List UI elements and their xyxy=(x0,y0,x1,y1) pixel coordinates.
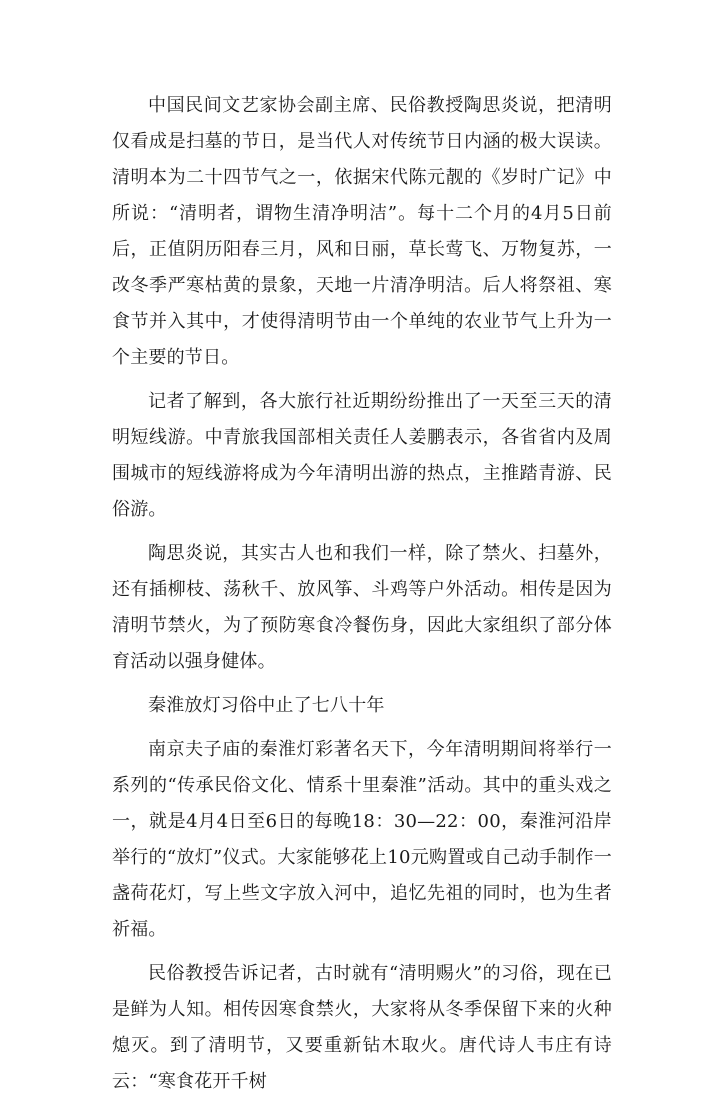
section-subheading: 秦淮放灯习俗中止了七八十年 xyxy=(148,695,385,716)
paragraph-fire-custom: 民俗教授告诉记者，古时就有“清明赐火”的习俗，现在已是鲜为人知。相传因寒食禁火，大家将从冬季保留下来的火种熄灭。到了清明节，又要重新钻木取火。唐代诗人韦庄有诗云：“寒食花开千树 xyxy=(112,963,612,1092)
paragraph-tomb-sweeping-misreading: 中国民间文艺家协会副主席、民俗教授陶思炎说，把清明仅看成是扫墓的节日，是当代人对传统节日内涵的极大误读。清明本为二十四节气之一，依据宋代陈元靓的《岁时广记》中所说：“清明者，谓物生清净明洁”。每十二个月的4月5日前后，正值阴历阳春三月，风和日丽，草长莺飞、万物复苏，一改冬季严寒枯黄的景象，天地一片清净明洁。后人将祭祖、寒食节并入其中，才使得清明节由一个单纯的农业节气上升为一个主要的节日。 xyxy=(112,95,612,368)
paragraph-short-trips: 记者了解到，各大旅行社近期纷纷推出了一天至三天的清明短线游。中青旅我国部相关责任人姜鹏表示，各省省内及周围城市的短线游将成为今年清明出游的热点，主推踏青游、民俗游。 xyxy=(112,391,612,520)
document-body xyxy=(112,88,612,1108)
paragraph-lantern-ceremony: 南京夫子庙的秦淮灯彩著名天下，今年清明期间将举行一系列的“传承民俗文化、情系十里秦淮”活动。其中的重头戏之一，就是4月4日至6日的每晚18：30—22：00，秦淮河沿岸举行的“放灯”仪式。大家能够花上10元购置或自己动手制作一盏荷花灯，写上些文字放入河中，追忆先祖的同时，也为生者祈福。 xyxy=(112,739,612,940)
paragraph-outdoor-activities: 陶思炎说，其实古人也和我们一样，除了禁火、扫墓外，还有插柳枝、荡秋千、放风筝、斗鸡等户外活动。相传是因为清明节禁火，为了预防寒食冷餐伤身，因此大家组织了部分体育活动以强身健体。 xyxy=(112,543,612,672)
